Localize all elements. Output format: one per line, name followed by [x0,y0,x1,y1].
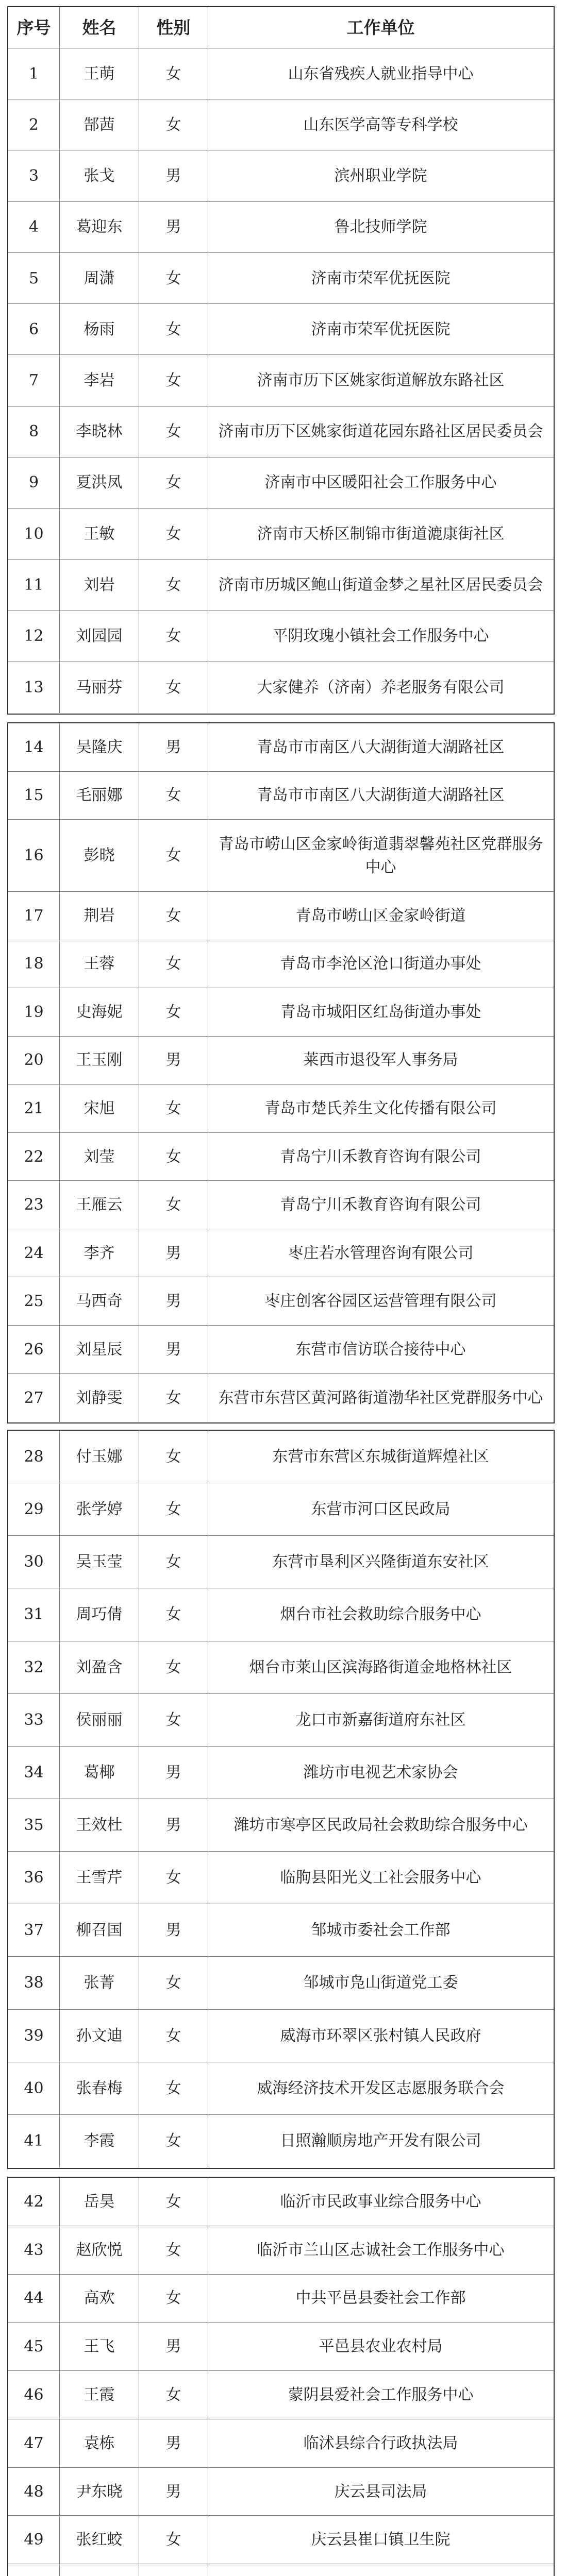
cell-gender: 女 [139,662,208,713]
table-block [7,722,555,1423]
cell-unit: 山东省残疾人就业指导中心 [288,64,474,83]
cell-name: 夏洪凤 [60,457,139,508]
cell-unit: 青岛市李沧区沧口街道办事处 [280,955,481,973]
cell-name: 葛椰 [60,1747,139,1799]
table-block [7,2177,555,2576]
cell-gender: 女 [139,1431,208,1483]
cell-no: 40 [8,2062,60,2114]
cell-unit: 青岛市市南区八大湖街道大湖路社区 [257,738,505,756]
table-row [8,560,554,611]
cell-unit: 潍坊市电视艺术家协会 [303,1763,458,1782]
cell-gender: 女 [139,772,208,820]
cell-name: 刘莹 [60,1133,139,1181]
cell-name: 李晓林 [60,406,139,457]
table-row [8,48,554,99]
cell-unit: 青岛市崂山区金家岭街道翡翠馨苑社区党群服务中心 [218,835,543,876]
table-row [8,1277,554,1326]
cell-gender: 女 [139,2275,208,2323]
cell-no: 9 [8,457,60,508]
cell-unit: 枣庄创客谷园区运营管理有限公司 [264,1292,497,1311]
cell-gender: 男 [139,2419,208,2467]
table-row [8,1374,554,1422]
cell-gender: 女 [139,560,208,610]
table-row [8,1431,554,1483]
table-row [8,1799,554,1852]
cell-gender: 女 [139,355,208,405]
cell-gender: 女 [139,1694,208,1746]
cell-gender: 女 [139,1374,208,1422]
cell-unit: 青岛市楚氏养生文化传播有限公司 [264,1099,497,1117]
cell-no: 7 [8,355,60,405]
cell-no: 16 [8,820,60,891]
table-row [8,406,554,457]
table-row [8,2275,554,2323]
cell-gender: 女 [139,2226,208,2274]
cell-name: 刘静雯 [60,1374,139,1422]
table-block [7,6,555,715]
table-header-row [8,7,554,48]
cell-name: 尹东晓 [60,2468,139,2516]
table-row [8,1852,554,1904]
cell-gender: 男 [139,1037,208,1084]
cell-unit: 平邑县农业农村局 [319,2337,443,2356]
cell-no: 18 [8,940,60,988]
cell-no [8,2564,60,2576]
cell-name: 郜茜 [60,99,139,150]
cell-unit: 庆云县崔口镇卫生院 [311,2531,451,2549]
cell-no: 10 [8,509,60,559]
table-row [8,202,554,253]
cell-name: 葛迎东 [60,202,139,252]
cell-gender: 女 [139,1588,208,1640]
table-row [8,1588,554,1641]
cell-unit: 临沂市民政事业综合服务中心 [280,2192,481,2211]
cell-no: 33 [8,1694,60,1746]
cell-unit: 济南市荣军优抚医院 [311,320,451,338]
table-row [8,1747,554,1799]
cell-unit: 龙口市新嘉街道府东社区 [295,1710,466,1729]
cell-gender: 女 [139,2178,208,2226]
cell-unit: 东营市信访联合接待中心 [295,1340,466,1359]
cell-unit [208,2564,553,2576]
cell-gender: 女 [139,820,208,891]
cell-unit: 青岛市市南区八大湖街道大湖路社区 [257,786,505,805]
cell-gender: 女 [139,1641,208,1693]
table-row [8,820,554,892]
table-row [8,1133,554,1181]
cell-unit: 威海经济技术开发区志愿服务联合会 [257,2079,505,2097]
cell-no: 42 [8,2178,60,2226]
cell-name: 孙文迪 [60,2010,139,2062]
cell-no: 49 [8,2516,60,2564]
cell-name: 王敏 [60,509,139,559]
table-row [8,772,554,820]
cell-no: 13 [8,662,60,713]
cell-name: 周潇 [60,253,139,303]
cell-unit: 济南市中区暖阳社会工作服务中心 [264,473,497,492]
table-row [8,2371,554,2419]
cell-no: 22 [8,1133,60,1181]
cell-no: 25 [8,1277,60,1325]
table-row [8,2178,554,2226]
cell-name: 张戈 [60,150,139,201]
cell-no: 20 [8,1037,60,1084]
cell-gender: 男 [139,1904,208,1956]
cell-no: 38 [8,1957,60,2009]
cell-name: 彭晓 [60,820,139,891]
cell-unit: 烟台市莱山区滨海路街道金地格林社区 [249,1658,512,1676]
table-row [8,1904,554,1957]
cell-gender: 男 [139,2468,208,2516]
cell-name: 侯丽丽 [60,1694,139,1746]
cell-no: 19 [8,988,60,1036]
cell-gender: 女 [139,988,208,1036]
cell-unit: 威海市环翠区张村镇人民政府 [280,2026,481,2045]
cell-name: 马丽芬 [60,662,139,713]
cell-gender: 女 [139,1957,208,2009]
cell-no: 5 [8,253,60,303]
cell-unit: 青岛宁川禾教育咨询有限公司 [280,1147,481,1166]
table-row [8,253,554,304]
cell-unit: 烟台市社会救助综合服务中心 [280,1605,481,1624]
cell-gender: 男 [139,2323,208,2370]
table-row [8,355,554,406]
cell-unit: 山东医学高等专科学校 [303,115,458,134]
cell-name: 张学婷 [60,1483,139,1535]
table-row [8,1483,554,1536]
cell-unit: 东营市垦利区兴隆街道东安社区 [272,1553,489,1571]
table-row [8,1037,554,1085]
cell-no: 12 [8,611,60,662]
cell-name: 吴隆庆 [60,723,139,771]
cell-name: 王霞 [60,2371,139,2419]
cell-name: 刘园园 [60,611,139,662]
cell-name: 荆岩 [60,892,139,940]
cell-gender [139,2564,208,2576]
cell-name: 李齐 [60,1229,139,1277]
cell-no: 11 [8,560,60,610]
cell-no: 17 [8,892,60,940]
table-row [8,2115,554,2167]
cell-name: 杨雨 [60,304,139,354]
cell-no: 48 [8,2468,60,2516]
cell-no: 35 [8,1799,60,1851]
cell-gender: 女 [139,2062,208,2114]
cell-no: 43 [8,2226,60,2274]
cell-gender: 男 [139,1229,208,1277]
cell-gender: 女 [139,509,208,559]
cell-name: 刘盈含 [60,1641,139,1693]
cell-unit: 东营市东营区黄河路街道渤华社区党群服务中心 [218,1388,543,1407]
table-row [8,1326,554,1374]
table-row [8,611,554,662]
cell-name: 付玉娜 [60,1431,139,1483]
cell-gender: 女 [139,1536,208,1588]
cell-unit: 枣庄若水管理咨询有限公司 [288,1244,474,1262]
cell-name: 张春梅 [60,2062,139,2114]
cell-gender: 女 [139,2115,208,2167]
table-row [8,1084,554,1133]
cell-no: 37 [8,1904,60,1956]
header-gender: 性别 [139,7,208,48]
cell-unit: 蒙阴县爱社会工作服务中心 [288,2386,474,2404]
cell-unit: 东营市东营区东城街道辉煌社区 [272,1448,489,1466]
cell-gender: 女 [139,892,208,940]
table-row [8,2468,554,2516]
cell-gender: 女 [139,2516,208,2564]
cell-name: 王效杜 [60,1799,139,1851]
table-block [7,1430,555,2169]
cell-gender: 男 [139,1747,208,1799]
cell-unit: 潍坊市寒亭区民政局社会救助综合服务中心 [234,1816,528,1835]
cell-unit: 临沂市兰山区志诚社会工作服务中心 [257,2241,505,2259]
cell-gender: 女 [139,304,208,354]
cell-no: 8 [8,406,60,457]
cell-gender: 女 [139,2371,208,2419]
cell-no: 1 [8,48,60,99]
cell-unit: 邹城市委社会工作部 [311,1921,451,1940]
table-row [8,457,554,509]
table-row [8,1641,554,1694]
cell-no: 44 [8,2275,60,2323]
header-no: 序号 [8,7,60,48]
cell-unit: 鲁北技师学院 [334,218,427,236]
table-row [8,2323,554,2371]
cell-no: 29 [8,1483,60,1535]
table-row [8,2516,554,2565]
cell-unit: 济南市荣军优抚医院 [311,269,451,287]
cell-no: 45 [8,2323,60,2370]
cell-name: 王飞 [60,2323,139,2370]
cell-gender: 女 [139,1133,208,1181]
table-row [8,892,554,940]
cell-unit: 临朐县阳光义工社会服务中心 [280,1869,481,1887]
cell-name: 史海妮 [60,988,139,1036]
cell-unit: 青岛市崂山区金家岭街道 [295,906,466,925]
table-row [8,1181,554,1229]
cell-gender: 男 [139,1277,208,1325]
table-row [8,2062,554,2115]
cell-name: 李岩 [60,355,139,405]
cell-name: 王雁云 [60,1181,139,1229]
cell-no: 39 [8,2010,60,2062]
cell-no: 23 [8,1181,60,1229]
table-row [8,304,554,355]
cell-name: 赵欣悦 [60,2226,139,2274]
cell-no: 47 [8,2419,60,2467]
cell-no: 41 [8,2115,60,2167]
cell-gender: 男 [139,1799,208,1851]
cell-no: 4 [8,202,60,252]
cell-name: 柳召国 [60,1904,139,1956]
cell-name [60,2564,139,2576]
cell-gender: 男 [139,723,208,771]
cell-no: 14 [8,723,60,771]
cell-unit: 中共平邑县委社会工作部 [295,2289,466,2308]
cell-gender: 女 [139,611,208,662]
table-row [8,940,554,989]
cell-unit: 东营市河口区民政局 [311,1500,451,1519]
header-name: 姓名 [60,7,139,48]
cell-unit: 平阴玫瑰小镇社会工作服务中心 [272,627,489,646]
cell-name: 刘岩 [60,560,139,610]
cell-unit: 青岛宁川禾教育咨询有限公司 [280,1196,481,1214]
cell-unit: 大家健养（济南）养老服务有限公司 [257,678,505,697]
cell-no: 34 [8,1747,60,1799]
table-row [8,662,554,713]
cell-unit: 临沭县综合行政执法局 [303,2434,458,2452]
cell-no: 24 [8,1229,60,1277]
cell-no: 32 [8,1641,60,1693]
table-row [8,1229,554,1278]
cell-name: 刘星辰 [60,1326,139,1374]
cell-unit: 邹城市凫山街道党工委 [303,1974,458,1992]
cell-unit: 莱西市退役军人事务局 [303,1051,458,1070]
cell-name: 袁栋 [60,2419,139,2467]
cell-name: 张菁 [60,1957,139,2009]
table-row [8,2419,554,2468]
cell-name: 毛丽娜 [60,772,139,820]
cell-name: 宋旭 [60,1084,139,1132]
cell-unit: 济南市天桥区制锦市街道漉康街社区 [257,524,505,543]
cell-no: 3 [8,150,60,201]
cell-gender: 女 [139,48,208,99]
table-row [8,2226,554,2275]
cell-gender: 女 [139,2010,208,2062]
table-row [8,2564,554,2576]
cell-name: 马西奇 [60,1277,139,1325]
cell-no: 28 [8,1431,60,1483]
cell-unit: 济南市历城区鲍山街道金梦之星社区居民委员会 [218,575,543,594]
cell-gender: 女 [139,1483,208,1535]
cell-name: 王玉刚 [60,1037,139,1084]
cell-gender: 女 [139,1852,208,1904]
cell-unit: 庆云县司法局 [334,2482,427,2501]
cell-gender: 女 [139,940,208,988]
cell-name: 吴玉莹 [60,1536,139,1588]
cell-no: 21 [8,1084,60,1132]
cell-name: 王雪芹 [60,1852,139,1904]
header-unit: 工作单位 [346,17,415,38]
cell-gender: 女 [139,253,208,303]
cell-no: 36 [8,1852,60,1904]
table-row [8,99,554,150]
table-row [8,988,554,1037]
cell-unit: 济南市历下区姚家街道花园东路社区居民委员会 [218,422,543,441]
table-row [8,150,554,201]
cell-no: 26 [8,1326,60,1374]
cell-gender: 女 [139,99,208,150]
table-row [8,723,554,772]
cell-no: 31 [8,1588,60,1640]
cell-name: 岳昊 [60,2178,139,2226]
cell-name: 周巧倩 [60,1588,139,1640]
cell-name: 高欢 [60,2275,139,2323]
table-row [8,509,554,560]
cell-gender: 女 [139,1084,208,1132]
cell-no: 6 [8,304,60,354]
cell-gender: 男 [139,1326,208,1374]
cell-name: 王蓉 [60,940,139,988]
cell-name: 王萌 [60,48,139,99]
cell-unit: 济南市历下区姚家街道解放东路社区 [257,371,505,389]
cell-gender: 女 [139,1181,208,1229]
table-row [8,1694,554,1747]
cell-name: 李霞 [60,2115,139,2167]
cell-unit: 青岛市城阳区红岛街道办事处 [280,1003,481,1021]
cell-gender: 女 [139,457,208,508]
table-row [8,1957,554,2009]
table-row [8,2010,554,2062]
cell-no: 27 [8,1374,60,1422]
table-row [8,1536,554,1588]
cell-gender: 男 [139,202,208,252]
cell-unit: 滨州职业学院 [334,167,427,185]
cell-no: 46 [8,2371,60,2419]
cell-name: 张红蛟 [60,2516,139,2564]
cell-gender: 女 [139,406,208,457]
cell-gender: 男 [139,150,208,201]
cell-no: 15 [8,772,60,820]
cell-no: 30 [8,1536,60,1588]
cell-unit: 日照瀚顺房地产开发有限公司 [280,2132,481,2150]
cell-no: 2 [8,99,60,150]
